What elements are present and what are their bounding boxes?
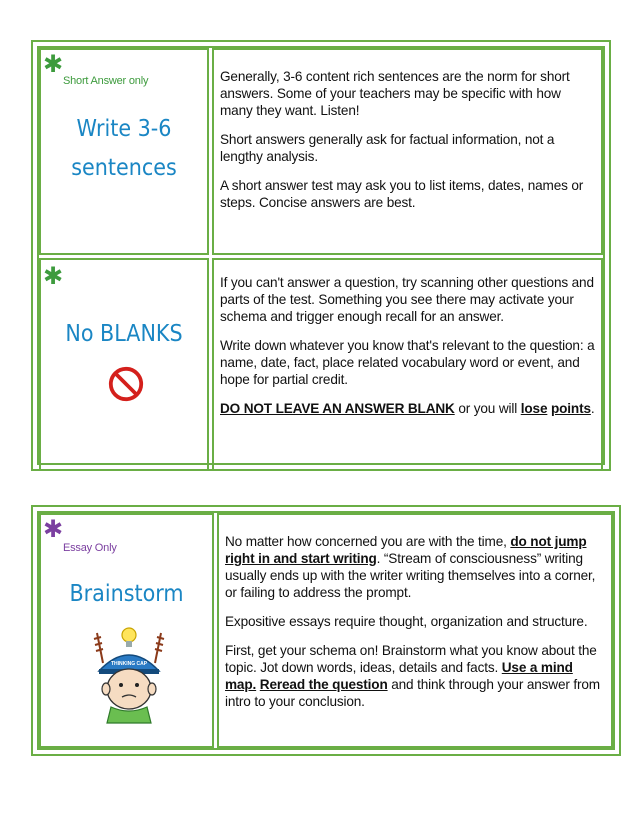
warning-mid: or you will	[454, 401, 521, 416]
warning-lose: lose	[520, 401, 548, 416]
warning-end: .	[590, 401, 595, 416]
essay-body	[225, 533, 605, 722]
short-answer-card-inner	[37, 46, 605, 465]
p1-b: do not jump right in and start writing	[225, 534, 587, 566]
paragraph: If you can't answer a question, try scanning other questions and parts of the test. Something you see there may activate your schema and trigger enough recall for an answer.	[220, 275, 594, 324]
asterisk-icon: ✱	[43, 262, 64, 290]
paragraph	[225, 642, 605, 710]
no-blanks-body	[220, 274, 595, 429]
short-answer-card	[31, 40, 611, 471]
brainstorm-title: Brainstorm	[69, 581, 184, 607]
no-blanks-title: No BLANKS	[65, 321, 183, 347]
prohibited-icon	[107, 365, 145, 403]
p3-e: and think through your answer from intro to your conclusion.	[225, 677, 600, 709]
short-answer-row	[39, 48, 603, 255]
essay-card	[31, 505, 621, 756]
warning-points: points	[551, 401, 591, 416]
essay-label-cell	[39, 513, 214, 748]
write-3-6-title	[41, 110, 207, 188]
cap-label: THINKING CAP	[110, 661, 148, 667]
essay-card-inner	[37, 511, 615, 750]
paragraph: Generally, 3-6 content rich sentences are the norm for short answers. Some of your teachers may be specific with how many they want. Listen!	[220, 69, 570, 118]
no-blanks-text-cell	[212, 258, 603, 471]
p1-a: No matter how concerned you are with the time,	[225, 534, 511, 549]
warning-bold: DO NOT LEAVE AN ANSWER BLANK	[220, 401, 455, 416]
paragraph	[225, 533, 605, 601]
short-answer-body	[220, 68, 595, 223]
title-line-1: Write 3-6	[76, 116, 172, 142]
title-line-2: sentences	[71, 155, 177, 182]
asterisk-icon: ✱	[43, 50, 64, 78]
thinking-cap-boy-icon	[89, 625, 169, 725]
paragraph: Expositive essays require thought, organization and structure.	[225, 614, 588, 629]
essay-row	[39, 513, 613, 748]
no-blanks-row	[39, 258, 603, 471]
short-answer-text-cell	[212, 48, 603, 255]
paragraph: A short answer test may ask you to list items, dates, names or steps. Concise answers are best.	[220, 178, 584, 210]
warning-paragraph	[220, 400, 595, 417]
paragraph: Short answers generally ask for factual information, not a lengthy analysis.	[220, 132, 555, 164]
short-answer-label-cell	[39, 48, 209, 255]
essay-tag: Essay Only	[63, 542, 117, 554]
p3-d: Reread the question	[259, 677, 388, 692]
p1-c: . “Stream of consciousness” writing usually ends up with the writer writing themselves into a corner, or failing to address the prompt.	[225, 551, 596, 600]
essay-text-cell	[217, 513, 613, 748]
p3-a: First, get your schema on! Brainstorm what you know about the topic. Jot down words, ideas, details and facts.	[225, 643, 597, 675]
paragraph: Write down whatever you know that's relevant to the question: a name, date, fact, place related vocabulary word or event, and hope for partial credit.	[220, 338, 595, 387]
no-blanks-label-cell	[39, 258, 209, 471]
asterisk-icon: ✱	[43, 515, 64, 543]
short-answer-tag: Short Answer only	[63, 75, 149, 87]
p3-b: Use a mind map.	[225, 660, 573, 692]
